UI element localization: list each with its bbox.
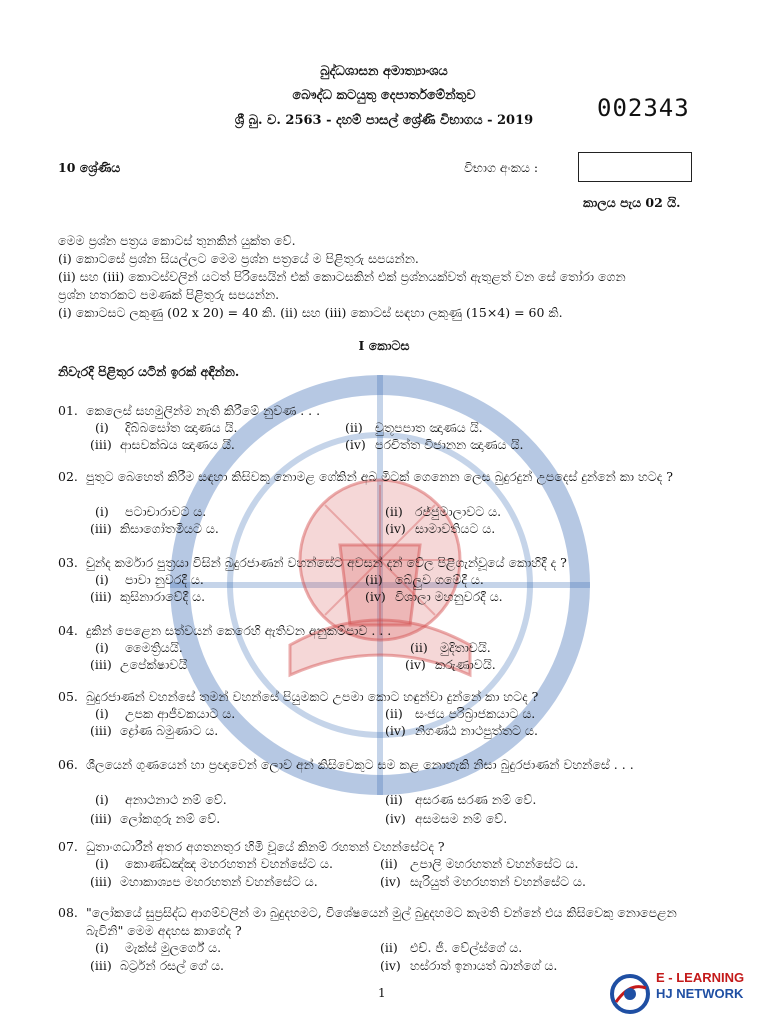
option[interactable]: (i) මෛත්‍රියයි. [95,640,183,655]
option[interactable]: (iii) උපේක්ෂාවයි [90,657,188,672]
question-number: 06. [58,757,78,772]
option[interactable]: (iv) අසමසම නම් වේ. [385,811,508,826]
question-number: 08. [58,905,78,920]
option[interactable]: (i) දිබ්බසෝත ඤාණය යි. [95,420,238,435]
option[interactable]: (ii) මුදිතාවයි. [410,640,491,655]
option[interactable]: (i) කොණ්ඩඤ්ඤ මහරහතන් වහන්සේට ය. [95,856,333,871]
option[interactable]: (i) උපක ආජීවකයාට ය. [95,706,236,721]
grade-label: 10 ශ්‍රේණිය [58,160,121,175]
option[interactable]: (ii) උපාලි මහරහතන් වහන්සේට ය. [380,856,579,871]
question-text: ශීලයෙන් ගුණයෙන් හා ප්‍රඥාවෙන් ලොව අන් කිසිවෙකුට සම කළ නොහැකි නිසා බුදුරජාණන් වහන්සේ . . . [86,757,634,772]
option[interactable]: (iii) ද්‍රෝණ බමුණාට ය. [90,723,219,738]
time-label: කාලය පැය 02 යි. [583,195,681,210]
badge-line-2: HJ NETWORK [656,986,744,1001]
option[interactable]: (i) අනාථනාථ නම් වේ. [95,792,227,807]
option[interactable]: (iii) බර්ට්‍රන් රසල් ගේ ය. [90,958,225,973]
instruction-5: (i) කොටසට ලකුණු (02 x 20) = 40 කි. (ii) සහ (iii) කොටස් සඳහා ලකුණු (15×4) = 60 කි. [58,305,563,320]
page-number: 1 [378,986,386,1000]
elearning-badge [608,966,758,1022]
instruction-2: (i) කොටසේ ප්‍රශ්න සියල්ලට මෙම ප්‍රශ්න පත්‍රයේ ම පිළිතුරු සපයන්න. [58,251,419,266]
question-text: ධුතාංගධාරීන් අතර අගතනතුර හිමි වූයේ කිනම් රහතන් වහන්සේටද ? [86,839,445,854]
question-number: 04. [58,623,78,638]
option[interactable]: (iv) විශාලා මහනුවරදී ය. [365,589,503,604]
question-text: කෙලෙස් සහමුලින්ම නැති කිරීමේ නුවණ . . . [86,403,321,418]
option[interactable]: (i) මැක්ස් මුලර්ගේ ය. [95,940,222,955]
question-text: බුදුරජාණන් වහන්සේ තමන් වහන්සේ පියුමකට උපමා කොට හඳුන්වා දුන්නේ කා හටද ? [86,689,539,704]
option[interactable]: (ii) චුතූපපාත ඤාණය යි. [345,420,483,435]
question-number: 02. [58,469,78,484]
index-number-label: විභාග අංකය : [464,160,539,175]
question-text: දුකින් පෙළෙන සත්වයන් කෙරෙහි ඇතිවන අනුකම්පාව . . . [86,623,392,638]
question-number: 03. [58,555,78,570]
option[interactable]: (i) පටාචාරාවට ය. [95,504,207,519]
globe-logo-icon [608,972,652,1016]
option[interactable]: (iv) පරචිත්ත විජානන ඤාණය යි. [345,437,524,452]
section-direction: නිවැරදි පිළිතුර යටින් ඉරක් අඳින්න. [58,364,240,379]
option[interactable]: (ii) සංජය පරිබ්‍රාජකයාට ය. [385,706,536,721]
option[interactable]: (ii) අසරණ සරණ නම් වේ. [385,792,537,807]
option[interactable]: (iv) සැරියුත් මහරහතන් වහන්සේට ය. [380,874,587,889]
instruction-1: මෙම ප්‍රශ්න පත්‍රය කොටස් තුනකින් යුක්ත වේ. [58,233,296,248]
question-number: 07. [58,839,78,854]
option[interactable]: (iii) ආසවක්ඛය ඤාණය යි. [90,437,235,452]
question-number: 01. [58,403,78,418]
badge-line-1: E - LEARNING [656,970,745,985]
option[interactable]: (ii) රජ්ජුමාලාවට ය. [385,504,502,519]
option[interactable]: (i) පාවා නුවරදී ය. [95,572,204,587]
question-number: 05. [58,689,78,704]
option[interactable]: (iii) කිසාගෝතමියට ය. [90,521,219,536]
instruction-4: ප්‍රශ්න හතරකට පමණක් පිළිතුරු සපයන්න. [58,287,280,302]
option[interactable]: (iii) කුසිනාරාවේදී ය. [90,589,206,604]
option[interactable]: (iii) ලෝකගුරු නම් වේ. [90,811,221,826]
question-text: "ලෝකයේ සුප්‍රසිද්ධ ආගම්වලින් මා බුදුදහමට, විශේෂයෙන් මුල් බුදුදහමට කැමති වන්නේ එය කිසිවෙකු නොපෙළන බැවිනි" මෙම අදහස කාගේද ? [86,905,677,938]
option[interactable]: (ii) බේලුව ගමේදී ය. [365,572,484,587]
option[interactable]: (iv) නිගණ්ඨ නාථපුත්තට ය. [385,723,538,738]
question-text: පුතුට බෙහෙත් කිරීම සඳහා කිසිවකු නොමළ ගේකින් අබ මිටක් ගෙනෙන ලෙස බුදුරදුන් උපදෙස් දුන්නේ කා හටද ? [86,469,674,484]
instruction-3: (ii) සහ (iii) කොටස්වලින් යටත් පිරිසෙයින් එක් කොටසකින් එක් ප්‍රශ්නයක්වත් ඇතුළත් වන සේ තෝරා ගෙන [58,269,626,284]
option[interactable]: (iv) කරුණාවයි. [405,657,496,672]
option[interactable]: (iii) මහාකාශ්‍යප මහරහතන් වහන්සේට ය. [90,874,318,889]
ministry-title: බුද්ධශාසන අමාත්‍යාංශය [320,64,448,79]
option[interactable]: (iv) හස්රාත් ඉනායත් ඛාන්ගේ ය. [380,958,558,973]
option[interactable]: (iv) සාමාවතියට ය. [385,521,496,536]
department-title: බෞද්ධ කටයුතු දෙපාර්තමේන්තුව [292,88,476,103]
index-number-box[interactable] [578,152,692,182]
question-text: චුන්ද කර්මාර පුත්‍රයා විසින් බුදුරජාණන් වහන්සේට අවසන් දන් වේල පිළිගැන්වූයේ කොහිදී ද ? [86,555,567,570]
exam-title: ශ්‍රී බු. ව. 2563 - දහම් පාසල් ශ්‍රේණි විභාගය - 2019 [234,113,534,128]
section-title: I කොටස [358,338,410,353]
option[interactable]: (ii) එච්. ජී. වේල්ස්ගේ ය. [380,940,523,955]
serial-number: 002343 [597,94,690,122]
